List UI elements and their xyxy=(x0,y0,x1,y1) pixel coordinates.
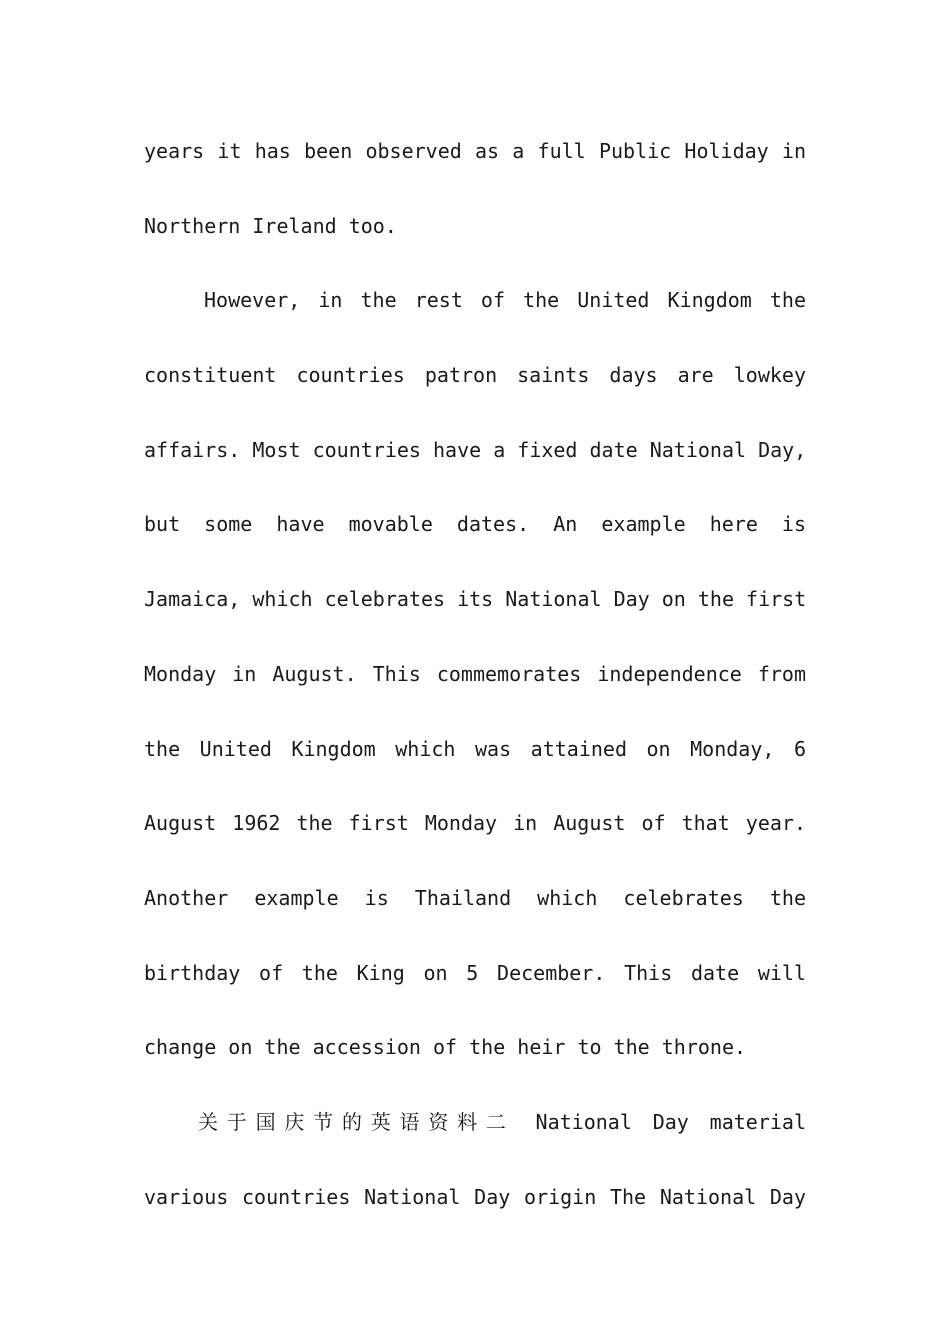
text-line: constituent countries patron saints days are lowkey xyxy=(144,363,806,388)
text-line: birthday of the King on 5 December. This date will xyxy=(144,960,806,985)
text-line: Northern Ireland too. xyxy=(144,213,397,238)
text-line: change on the accession of the heir to the throne. xyxy=(144,1035,747,1060)
text-line: Jamaica, which celebrates its National Day on the first xyxy=(144,587,807,612)
section-heading-line: 关于国庆节的英语资料二 National Day material xyxy=(198,1109,806,1134)
body-text xyxy=(144,114,806,1234)
text-line: Another example is Thailand which celebrates the xyxy=(144,885,806,910)
text-line: years it has been observed as a full Public Holiday in xyxy=(144,139,806,163)
text-line: but some have movable dates. An example here is xyxy=(144,512,806,537)
text-line: the United Kingdom which was attained on Monday, 6 xyxy=(144,736,806,761)
text-line: various countries National Day origin The National Day xyxy=(144,1184,806,1209)
text-line: Monday in August. This commemorates independence from xyxy=(144,661,806,686)
paragraph-start-line: However, in the rest of the United Kingdom the xyxy=(204,288,806,313)
text-line: August 1962 the first Monday in August of that year. xyxy=(144,811,806,836)
text-line: affairs. Most countries have a fixed date National Day, xyxy=(144,437,807,462)
